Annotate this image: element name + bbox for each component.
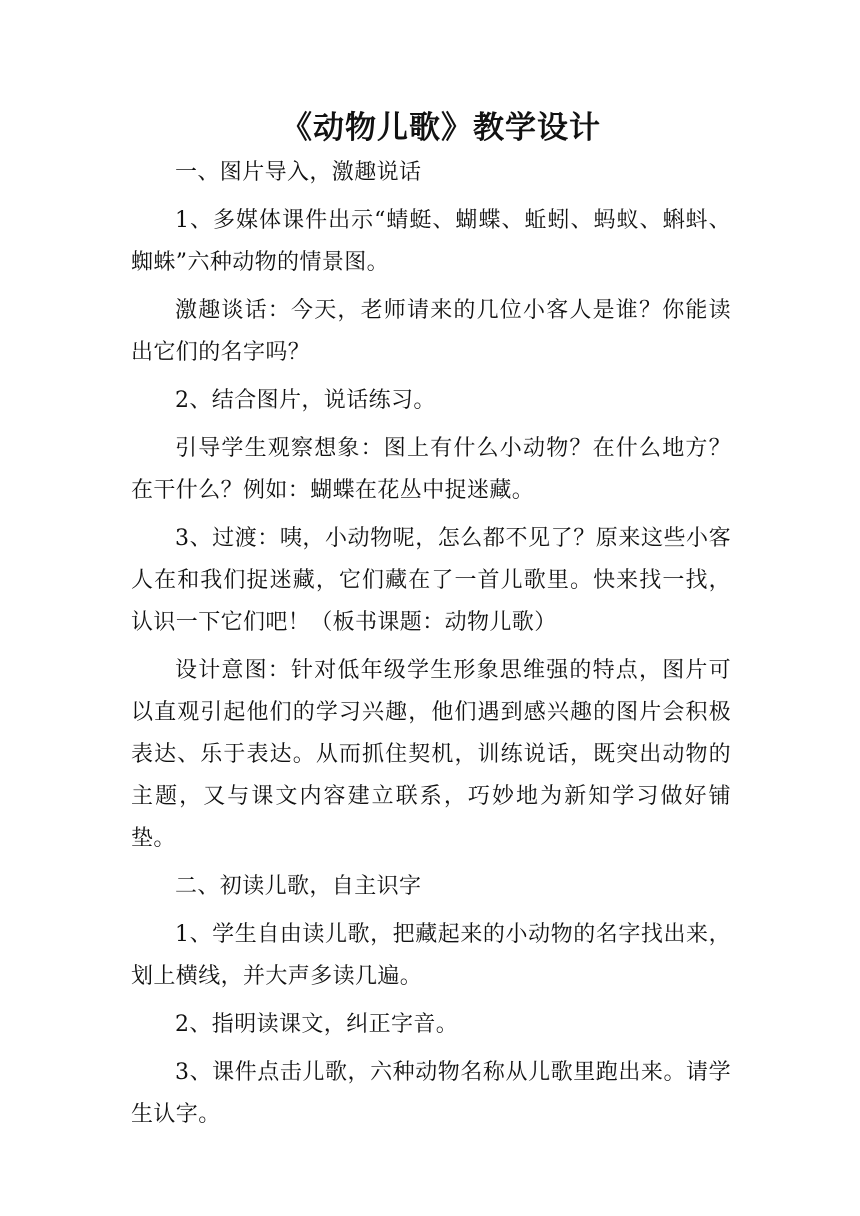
paragraph-courseware-click: 3、课件点击儿歌，六种动物名称从儿歌里跑出来。请学生认字。: [131, 1060, 731, 1127]
section-heading-1: 一、图片导入，激趣说话: [175, 160, 422, 185]
paragraph-design-intent: 设计意图：针对低年级学生形象思维强的特点，图片可以直观引起他们的学习兴趣，他们遇到感兴趣的图片会积极表达、乐于表达。从而抓住契机，训练说话，既突出动物的主题，又与课文内容建立联系，巧妙地为新知学习做好铺垫。: [131, 658, 731, 851]
document-title: 《动物儿歌》教学设计: [281, 110, 601, 146]
paragraph-correct-pronunciation: 2、指明读课文，纠正字音。: [175, 1012, 459, 1037]
section-heading-2: 二、初读儿歌，自主识字: [175, 874, 422, 899]
paragraph-multimedia-intro: 1、多媒体课件出示“蜻蜓、蝴蝶、蚯蚓、蚂蚁、蝌蚪、蜘蛛”六种动物的情景图。: [131, 208, 731, 275]
paragraph-observe: 引导学生观察想象：图上有什么小动物？在什么地方？在干什么？例如：蝴蝶在花丛中捉迷藏。: [131, 436, 731, 503]
paragraph-free-reading: 1、学生自由读儿歌，把藏起来的小动物的名字找出来，划上横线，并大声多读几遍。: [131, 922, 731, 989]
paragraph-speaking-practice: 2、结合图片，说话练习。: [175, 388, 436, 413]
paragraph-transition: 3、过渡：咦，小动物呢，怎么都不见了？原来这些小客人在和我们捉迷藏，它们藏在了一首儿歌里。快来找一找，认识一下它们吧！（板书课题：动物儿歌）: [131, 526, 731, 635]
document-page: [131, 104, 731, 1142]
paragraph-talk: 激趣谈话：今天，老师请来的几位小客人是谁？你能读出它们的名字吗？: [131, 298, 731, 365]
